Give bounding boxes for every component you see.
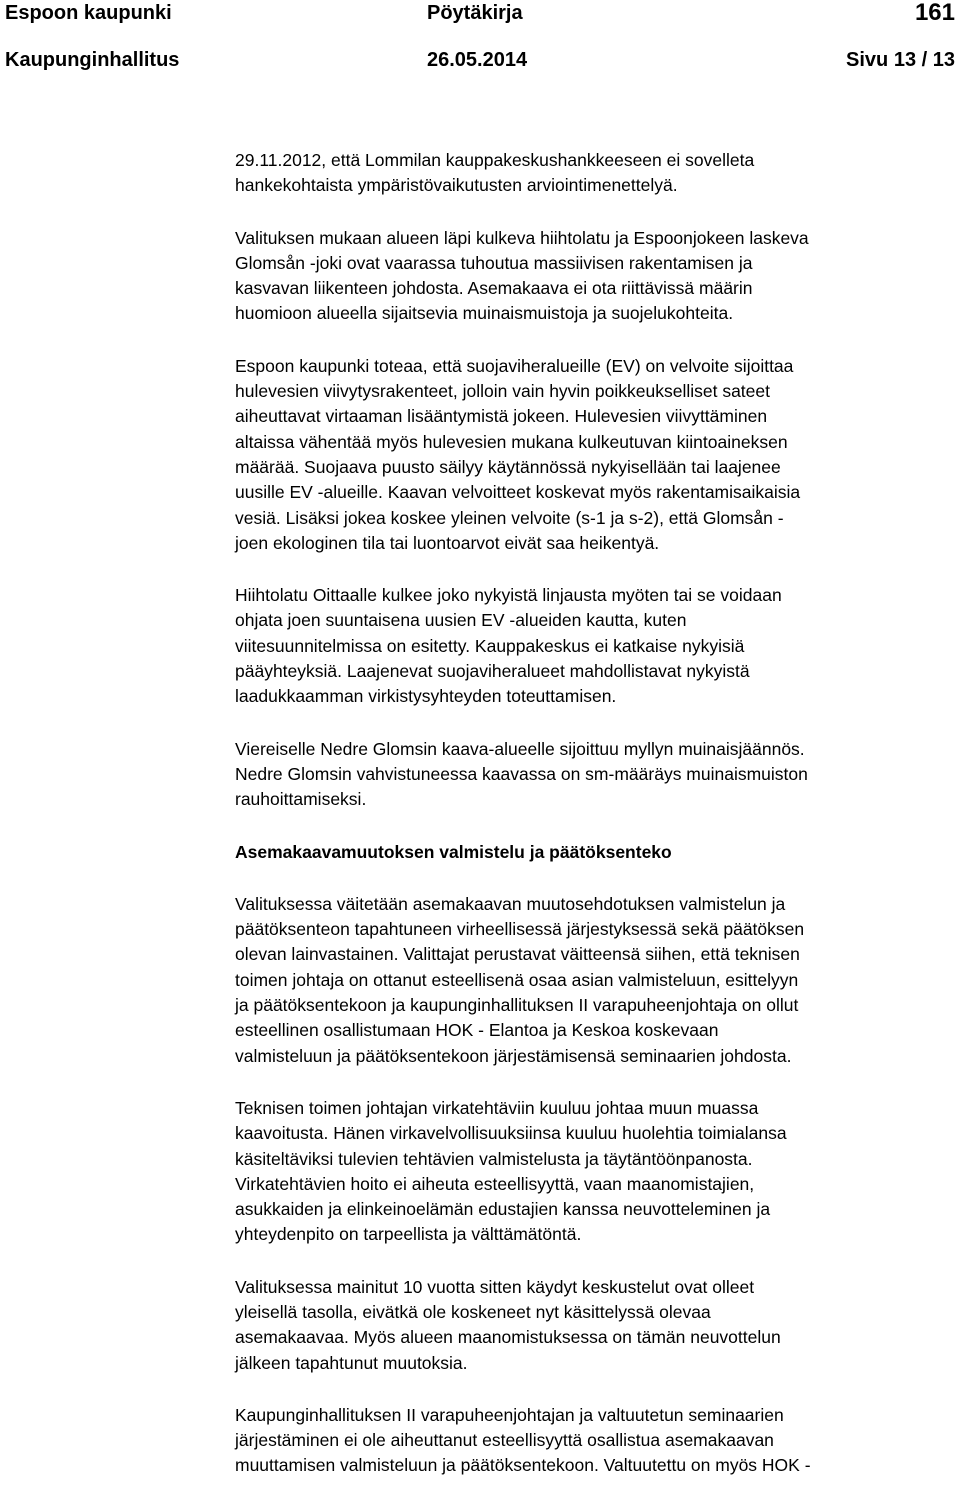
text-line: käsiteltäviksi tulevien tehtävien valmistelusta ja täytäntöönpanosta. — [235, 1148, 753, 1169]
meeting-date: 26.05.2014 — [427, 49, 528, 71]
text-line: Virkatehtävien hoito ei aiheuta esteellisyyttä, vaan maanomistajien, — [235, 1173, 755, 1194]
text-line: valmisteluun ja päätöksentekoon järjestämisensä seminaarien johdosta. — [235, 1045, 792, 1066]
text-line: altaissa vähentää myös hulevesien mukana kulkeutuvan kiintoaineksen — [235, 431, 788, 452]
paragraph — [235, 892, 957, 1069]
document-type: Pöytäkirja — [427, 2, 523, 24]
text-line: toimen johtaja on ottanut esteellisenä osaa asian valmisteluun, esittelyyn — [235, 969, 799, 990]
text-line: viitesuunnitelmissa on esitetty. Kauppakeskus ei katkaise nykyisiä — [235, 635, 745, 656]
text-line: Viereiselle Nedre Glomsin kaava-alueelle sijoittuu myllyn muinaisjäännös. — [235, 738, 805, 759]
organization-name: Espoon kaupunki — [5, 2, 172, 24]
document-header — [0, 0, 960, 80]
paragraph — [235, 737, 957, 813]
text-line: asemakaavaa. Myös alueen maanomistuksessa on tämän neuvottelun — [235, 1327, 781, 1348]
document-number: 161 — [914, 0, 955, 26]
document-body — [235, 148, 957, 1506]
text-line: rauhoittamiseksi. — [235, 789, 367, 810]
text-line: uusille EV -alueille. Kaavan velvoitteet koskevat myös rakentamisaikaisia — [235, 482, 801, 503]
text-line: Valituksen mukaan alueen läpi kulkeva hiihtolatu ja Espoonjokeen laskeva — [235, 227, 809, 248]
text-line: Kaupunginhallituksen II varapuheenjohtajan ja valtuutetun seminaarien — [235, 1404, 784, 1425]
decision-body: Kaupunginhallitus — [5, 49, 180, 71]
section-heading: Asemakaavamuutoksen valmistelu ja päätöksenteko — [235, 841, 672, 862]
text-line: Valituksessa väitetään asemakaavan muutosehdotuksen valmistelun ja — [235, 893, 786, 914]
text-line: hankekohtaista ympäristövaikutusten arviointimenettelyä. — [235, 175, 678, 196]
text-line: yhteydenpito on tarpeellista ja välttämätöntä. — [235, 1224, 582, 1245]
paragraph — [235, 583, 957, 709]
text-line: Espoon kaupunki toteaa, että suojaviheralueille (EV) on velvoite sijoittaa — [235, 355, 794, 376]
text-line: joen ekologinen tila tai luontoarvot eivät saa heikentyä. — [235, 532, 660, 553]
paragraph — [235, 1096, 957, 1248]
text-line: kasvavan liikenteen johdosta. Asemakaava ei ota riittävissä määrin — [235, 278, 753, 299]
text-line: Nedre Glomsin vahvistuneessa kaavassa on sm-määräys muinaismuiston — [235, 763, 808, 784]
text-line: esteellinen osallistumaan HOK - Elantoa ja Keskoa koskevaan — [235, 1020, 719, 1041]
text-line: Hiihtolatu Oittaalle kulkee joko nykyistä linjausta myöten tai se voidaan — [235, 585, 782, 606]
page-number: Sivu 13 / 13 — [846, 49, 955, 71]
text-line: vesiä. Lisäksi jokea koskee yleinen velvoite (s-1 ja s-2), että Glomsån - — [235, 507, 784, 528]
text-line: asukkaiden ja elinkeinoelämän edustajien kanssa neuvotteleminen ja — [235, 1199, 771, 1220]
text-line: ja päätöksentekoon ja kaupunginhallituksen II varapuheenjohtaja on ollut — [235, 995, 799, 1016]
paragraph-group — [235, 148, 957, 813]
text-line: jälkeen tapahtunut muutoksia. — [235, 1352, 468, 1373]
text-line: olevan lainvastainen. Valittajat perustavat väitteensä siihen, että teknisen — [235, 944, 800, 965]
text-line: aiheuttavat virtaaman lisääntymistä jokeen. Hulevesien viivyttäminen — [235, 406, 768, 427]
text-line: muuttamisen valmisteluun ja päätöksentekoon. Valtuutettu on myös HOK - — [235, 1455, 811, 1476]
text-line: yleisellä tasolla, eivätkä ole koskeneet nyt käsittelyssä olevaa — [235, 1301, 711, 1322]
text-line: ohjata joen suuntaisena uusien EV -alueiden kautta, kuten — [235, 610, 687, 631]
paragraph — [235, 226, 957, 327]
paragraph — [235, 354, 957, 556]
text-line: Teknisen toimen johtajan virkatehtäviin kuuluu johtaa muun muassa — [235, 1097, 759, 1118]
text-line: järjestäminen ei ole aiheuttanut esteellisyyttä osallistua asemakaavan — [235, 1430, 774, 1451]
paragraph-group — [235, 892, 957, 1479]
text-line: kaavoitusta. Hänen virkavelvollisuuksiinsa kuuluu huolehtia toimialansa — [235, 1123, 787, 1144]
text-line: määrää. Suojaava puusto säilyy käytännössä nykyisellään tai laajenee — [235, 456, 781, 477]
text-line: pääyhteyksiä. Laajenevat suojaviheralueet mahdollistavat nykyistä — [235, 661, 750, 682]
paragraph — [235, 1275, 957, 1376]
paragraph — [235, 1403, 957, 1479]
paragraph — [235, 148, 957, 199]
text-line: 29.11.2012, että Lommilan kauppakeskushankkeeseen ei sovelleta — [235, 150, 755, 170]
text-line: hulevesien viivytysrakenteet, jolloin vain hyvin poikkeukselliset sateet — [235, 381, 770, 402]
text-line: huomioon alueella sijaitsevia muinaismuistoja ja suojelukohteita. — [235, 303, 734, 324]
text-line: Glomsån -joki ovat vaarassa tuhoutua massiivisen rakentamisen ja — [235, 252, 753, 273]
text-line: laadukkaamman virkistysyhteyden toteuttamisen. — [235, 686, 617, 707]
text-line: Valituksessa mainitut 10 vuotta sitten käydyt keskustelut ovat olleet — [235, 1276, 755, 1297]
text-line: päätöksenteon tapahtuneen virheellisessä järjestyksessä sekä päätöksen — [235, 919, 805, 940]
